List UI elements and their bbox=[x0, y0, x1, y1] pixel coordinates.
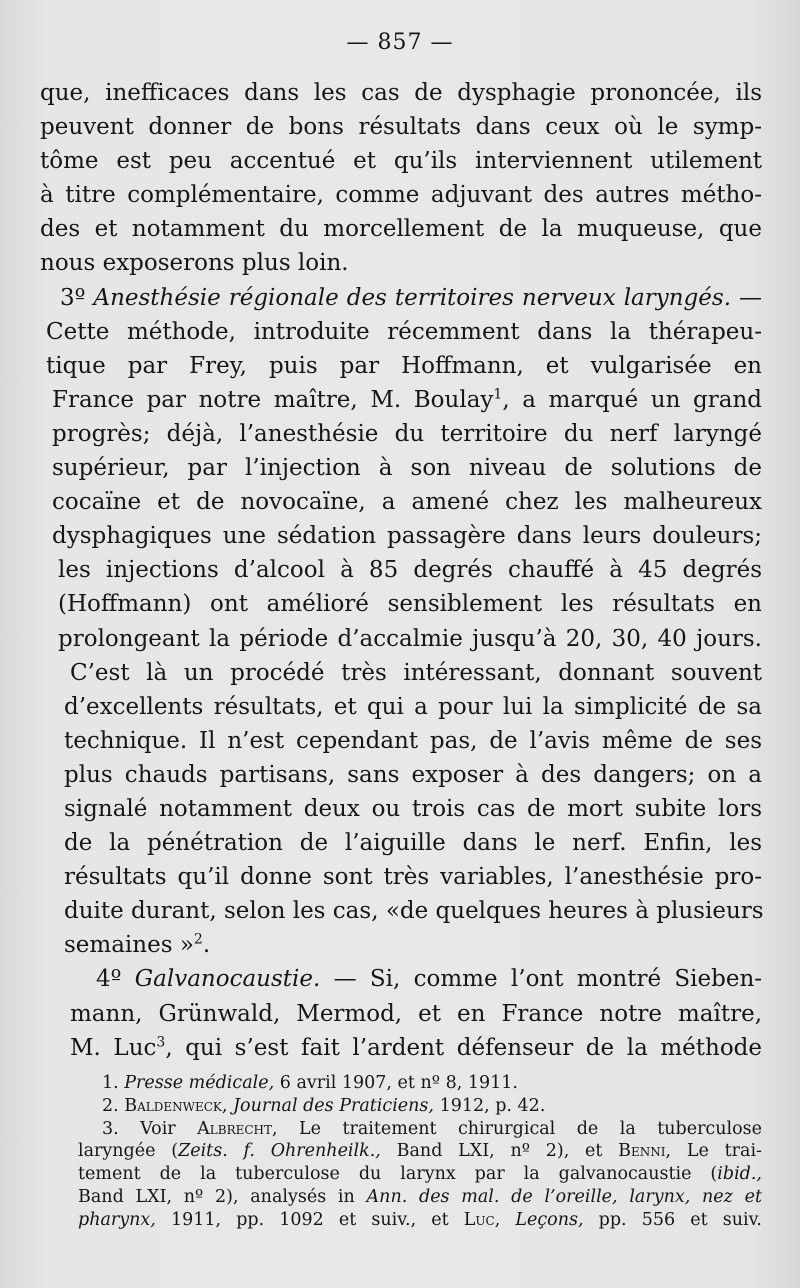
section-number: 4º bbox=[96, 966, 122, 993]
footnotes bbox=[78, 1072, 762, 1232]
text-segment: France par notre maître, M. Boulay bbox=[52, 386, 494, 413]
text-segment: . bbox=[202, 932, 211, 959]
footnote-ref: 3 bbox=[156, 1033, 166, 1050]
footnote-line bbox=[78, 1186, 762, 1209]
text-line: duite durant, selon les cas, «de quelques heures à plusieurs bbox=[64, 898, 764, 925]
citation-title: Leçons, bbox=[515, 1209, 584, 1230]
section-title: Galvanocaustie. bbox=[134, 966, 321, 993]
text-line: à titre complémentaire, comme adjuvant des autres métho- bbox=[40, 182, 762, 209]
text-line: dysphagiques une sédation passagère dans leurs douleurs; bbox=[52, 523, 762, 550]
citation-title: ibid., bbox=[717, 1164, 762, 1185]
text-segment: , qui s’est fait l’ardent défenseur de la méthode bbox=[165, 1034, 763, 1061]
citation-detail: 6 avril 1907, et nº 8, 1911. bbox=[279, 1073, 518, 1093]
section-title: Anesthésie régionale des territoires nerveux laryngés. bbox=[93, 284, 732, 311]
dash: — bbox=[739, 284, 763, 311]
text-segment: , a marqué un grand bbox=[502, 386, 762, 413]
text-line bbox=[40, 928, 762, 962]
text-line: (Hoffmann) ont amélioré sensiblement les résultats en bbox=[58, 591, 762, 618]
footnote bbox=[78, 1072, 762, 1095]
text-line: Cette méthode, introduite récemment dans la thérapeu- bbox=[46, 318, 762, 345]
text-line bbox=[40, 1031, 762, 1065]
footnote-ref: 1 bbox=[493, 386, 503, 403]
footnote-text: 3. Voir bbox=[102, 1118, 176, 1139]
section-heading-line bbox=[40, 281, 762, 315]
footnote-text: laryngée ( bbox=[78, 1141, 179, 1162]
citation-title: Presse médicale, bbox=[124, 1073, 275, 1093]
footnote bbox=[78, 1118, 762, 1141]
text-line: cocaïne et de novocaïne, a amené chez les malheureux bbox=[52, 489, 762, 516]
text-line: tique par Frey, puis par Hoffmann, et vulgarisée en bbox=[46, 352, 762, 379]
text-line: signalé notamment deux ou trois cas de mort subite lors bbox=[64, 795, 762, 822]
citation-title: Zeits. f. Ohrenheilk., bbox=[178, 1141, 381, 1162]
footnote-number: 2. bbox=[102, 1095, 119, 1116]
author-name: Baldenweck, bbox=[124, 1095, 228, 1116]
text-line: mann, Grünwald, Mermod, et en France notre maître, bbox=[70, 1000, 762, 1027]
footnote bbox=[78, 1095, 762, 1118]
text-line: progrès; déjà, l’anesthésie du territoire du nerf laryngé bbox=[52, 420, 762, 447]
text-line: que, inefficaces dans les cas de dysphagie prononcée, ils bbox=[40, 80, 762, 106]
footnote-ref: 2 bbox=[193, 931, 203, 948]
footnote-number: 1. bbox=[102, 1073, 119, 1093]
citation-title: Journal des Praticiens, bbox=[233, 1095, 434, 1116]
text-line: d’excellents résultats, et qui a pour lui la simplicité de sa bbox=[64, 693, 762, 720]
citation-title: Ann. des mal. de l’oreille, larynx, nez et bbox=[366, 1186, 762, 1207]
footnote-text: Band LXI, nº 2), et bbox=[396, 1141, 603, 1162]
author-name: Albrecht, bbox=[197, 1118, 278, 1139]
citation-title: pharynx, bbox=[78, 1209, 156, 1230]
text-line: plus chauds partisans, sans exposer à des dangers; on a bbox=[64, 761, 762, 788]
text-line: résultats qu’il donne sont très variables, l’anesthésie pro- bbox=[64, 864, 762, 891]
author-name: Benni, bbox=[618, 1141, 672, 1162]
text-line: C’est là un procédé très intéressant, donnant souvent bbox=[70, 659, 762, 686]
text-segment: M. Luc bbox=[70, 1034, 157, 1061]
main-text bbox=[40, 76, 762, 1065]
footnote-line bbox=[78, 1209, 762, 1232]
footnote-text: 1911, pp. 1092 et suiv., et bbox=[170, 1209, 449, 1230]
footnote-text: Le trai- bbox=[686, 1141, 762, 1162]
footnote-text: pp. 556 et suiv. bbox=[598, 1209, 762, 1230]
text-line: technique. Il n’est cependant pas, de l’avis même de ses bbox=[64, 727, 762, 754]
section-heading-line bbox=[40, 962, 762, 996]
footnote-text: tement de la tuberculose du larynx par la galvanocaustie ( bbox=[78, 1164, 718, 1185]
text-line: de la pénétration de l’aiguille dans le nerf. Enfin, les bbox=[64, 830, 762, 857]
section-number: 3º bbox=[60, 284, 86, 311]
footnote-line bbox=[78, 1163, 762, 1186]
text-segment: — Si, comme l’ont montré Sieben- bbox=[333, 966, 763, 993]
text-line: prolongeant la période d’accalmie jusqu’à 20, 30, 40 jours. bbox=[58, 625, 762, 652]
citation-detail: 1912, p. 42. bbox=[439, 1095, 546, 1116]
footnote-text: Le traitement chirurgical de la tuberculose bbox=[299, 1118, 762, 1139]
text-segment: semaines » bbox=[64, 932, 194, 959]
footnote-line bbox=[78, 1140, 762, 1163]
page-number: — 857 — bbox=[346, 30, 454, 55]
text-line: supérieur, par l’injection à son niveau de solutions de bbox=[52, 455, 762, 482]
text-line bbox=[40, 383, 762, 417]
text-line: peuvent donner de bons résultats dans ceux où le symp- bbox=[40, 114, 762, 141]
text-line: nous exposerons plus loin. bbox=[40, 250, 349, 277]
text-line: les injections d’alcool à 85 degrés chauffé à 45 degrés bbox=[58, 557, 762, 584]
footnote-text: Band LXI, nº 2), analysés in bbox=[78, 1186, 355, 1207]
author-name: Luc, bbox=[463, 1209, 501, 1230]
text-line: des et notamment du morcellement de la muqueuse, que bbox=[40, 216, 762, 243]
text-line: tôme est peu accentué et qu’ils interviennent utilement bbox=[40, 148, 762, 175]
